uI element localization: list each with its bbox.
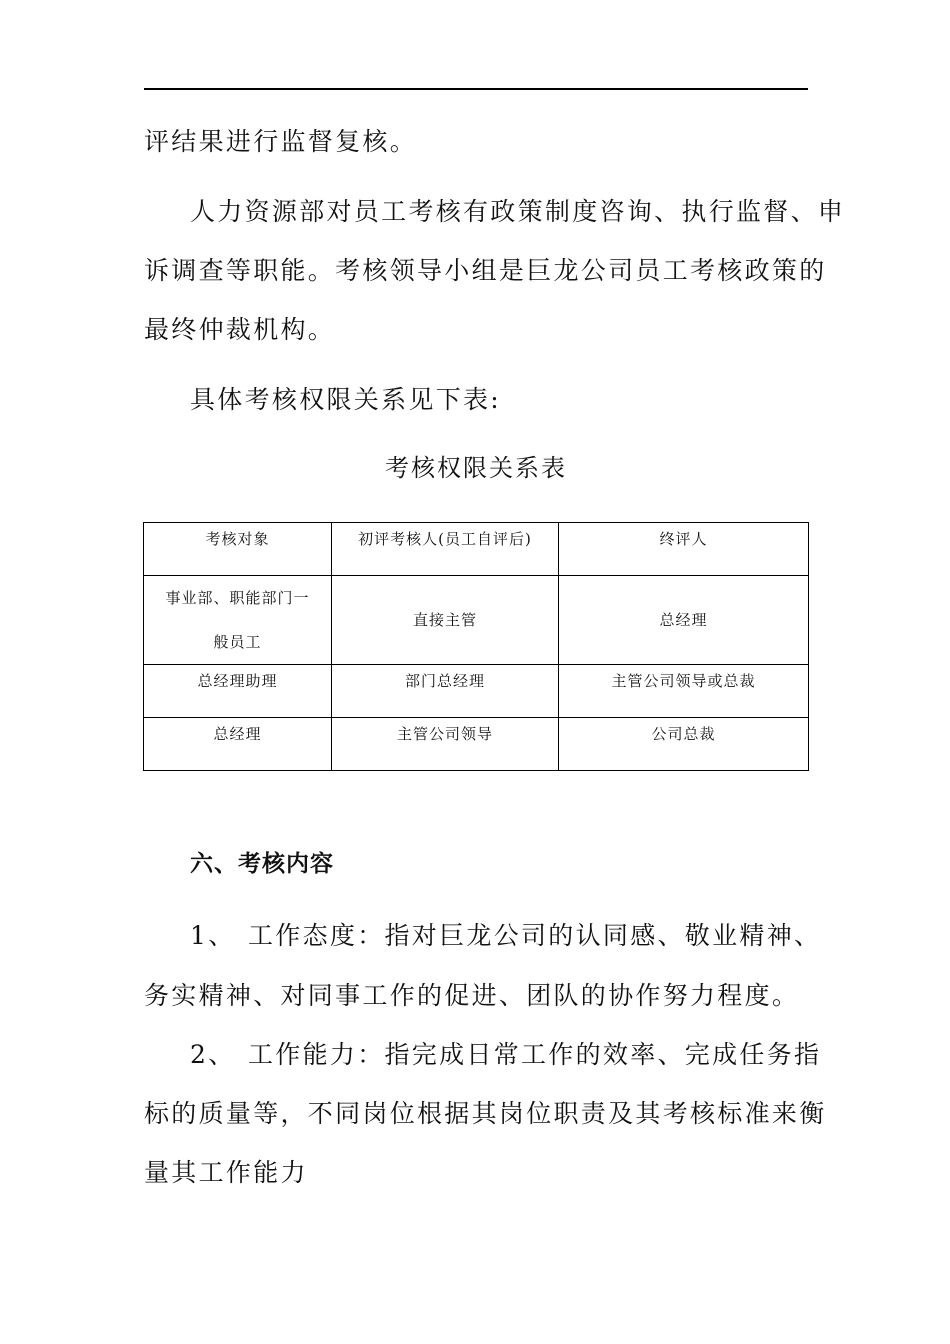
table-header-cell: 考核对象	[144, 523, 332, 576]
table-header-cell: 终评人	[559, 523, 809, 576]
authority-table	[143, 522, 809, 771]
list-item-line: 量其工作能力	[144, 1158, 308, 1187]
table-cell: 总经理助理	[144, 665, 332, 718]
paragraph-line	[190, 196, 846, 228]
list-item-text: 工作态度：指对巨龙公司的认同感、敬业精神、	[248, 921, 822, 950]
table-header-cell: 初评考核人(员工自评后)	[332, 523, 559, 576]
table-row	[144, 718, 809, 771]
list-item-number: 2、	[190, 1040, 236, 1069]
table-cell: 部门总经理	[332, 665, 559, 718]
list-item-text: 工作能力：指完成日常工作的效率、完成任务指	[248, 1040, 822, 1069]
paragraph-text: 人力资源部对员工考核有政策制度咨询、执行监督、申	[190, 197, 846, 226]
paragraph-line: 最终仲裁机构。	[144, 315, 336, 344]
table-row	[144, 665, 809, 718]
paragraph-line: 诉调查等职能。考核领导小组是巨龙公司员工考核政策的	[144, 256, 827, 285]
table-cell: 主管公司领导或总裁	[559, 665, 809, 718]
list-item-number: 1、	[190, 921, 236, 950]
table-caption: 考核权限关系表	[385, 454, 567, 482]
header-rule	[144, 88, 808, 90]
list-item-line: 标的质量等，不同岗位根据其岗位职责及其考核标准来衡	[144, 1099, 827, 1128]
table-header-row	[144, 523, 809, 576]
paragraph-line: 具体考核权限关系见下表:	[190, 385, 502, 414]
table-row	[144, 576, 809, 665]
table-cell: 主管公司领导	[332, 718, 559, 771]
list-item-line	[190, 920, 822, 952]
table-cell: 直接主管	[332, 576, 559, 665]
paragraph-line: 评结果进行监督复核。	[144, 127, 418, 156]
table-cell: 事业部、职能部门一般员工	[144, 576, 332, 665]
table-cell: 总经理	[144, 718, 332, 771]
list-item-line: 务实精神、对同事工作的促进、团队的协作努力程度。	[144, 981, 800, 1010]
table-cell: 公司总裁	[559, 718, 809, 771]
section-heading: 六、考核内容	[190, 851, 334, 877]
list-item-line	[190, 1039, 822, 1071]
table-cell: 总经理	[559, 576, 809, 665]
